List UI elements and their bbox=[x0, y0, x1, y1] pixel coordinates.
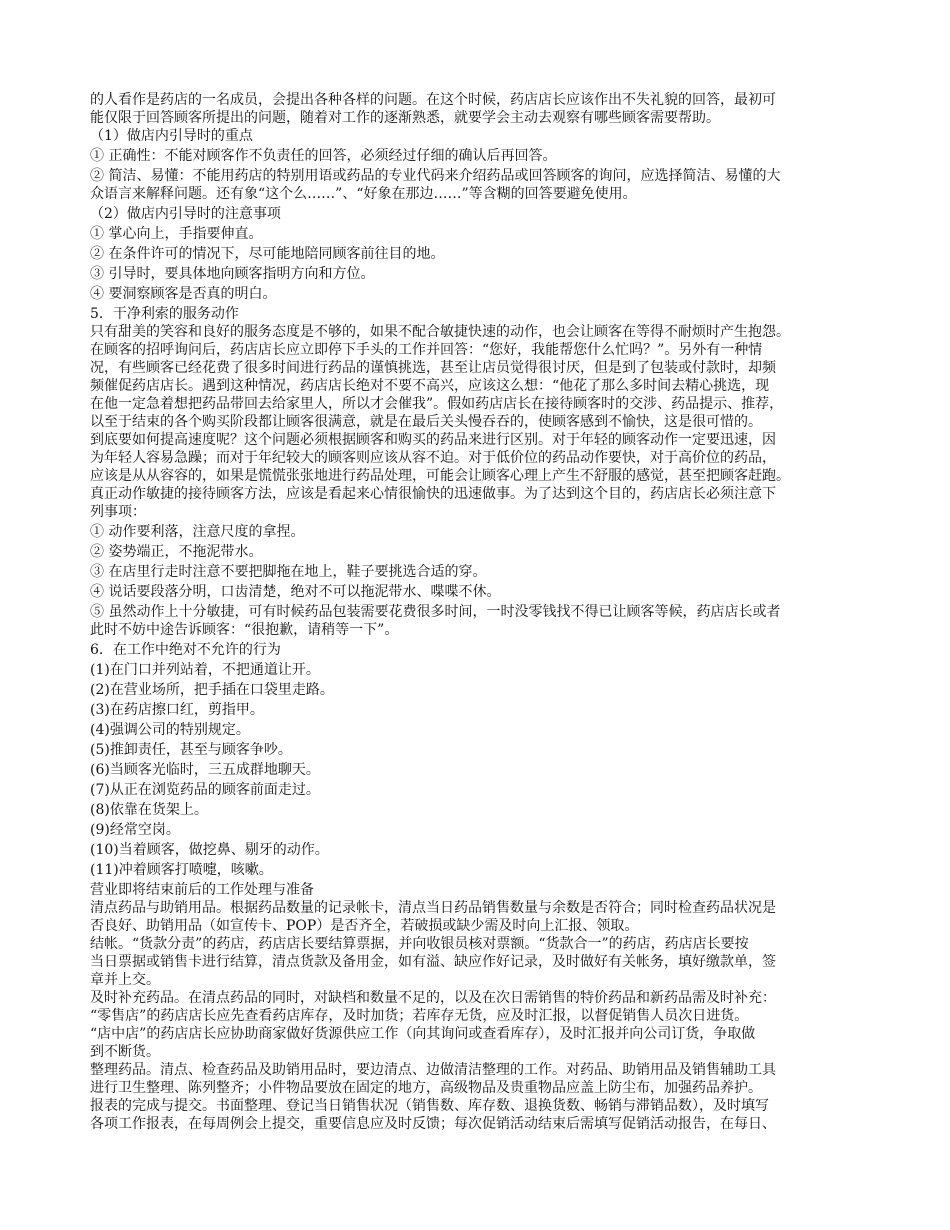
text-line: “零售店”的药店店长应先查看药店库存，及时加货；若库存无货，应及时汇报，以督促销售人员次日进货。 bbox=[90, 1008, 749, 1024]
text-line: (5)推卸责任，甚至与顾客争吵。 bbox=[90, 742, 292, 758]
text-line: (1)在门口并列站着，不把通道让开。 bbox=[90, 662, 320, 678]
text-line: ① 掌心向上，手指要伸直。 bbox=[90, 226, 263, 242]
text-line: 应该是从从容容的，如果是慌慌张张地进行药品处理，可能会让顾客心理上产生不舒服的感觉，甚至把顾客赶跑。 bbox=[90, 468, 790, 484]
text-line: 只有甜美的笑容和良好的服务态度是不够的，如果不配合敏捷快速的动作，也会让顾客在等得不耐烦时产生抱怨。 bbox=[90, 324, 790, 340]
text-line: (7)从正在浏览药品的顾客前面走过。 bbox=[90, 782, 320, 798]
text-line: ① 动作要利落，注意尺度的拿捏。 bbox=[90, 524, 305, 540]
text-line: (9)经常空岗。 bbox=[90, 822, 180, 838]
text-line: 到不断货。 bbox=[90, 1044, 160, 1060]
text-line: 能仅限于回答顾客所提出的问题，随着对工作的逐渐熟悉，就要学会主动去观察有哪些顾客需要帮助。 bbox=[90, 110, 720, 126]
text-line: 营业即将结束前后的工作处理与准备 bbox=[90, 882, 314, 898]
text-line: （1）做店内引导时的重点 bbox=[90, 128, 253, 144]
text-line: 真正动作敏捷的接待顾客方法，应该是看起来心情很愉快的迅速做事。为了达到这个目的，药店店长必须注意下 bbox=[90, 486, 776, 502]
text-line: ① 正确性：不能对顾客作不负责任的回答，必须经过仔细的确认后再回答。 bbox=[90, 148, 557, 164]
text-line: 的人看作是药店的一名成员，会提出各种各样的问题。在这个时候，药店店长应该作出不失礼貌的回答，最初可 bbox=[90, 92, 776, 108]
text-line: (11)冲着顾客打喷嚏，咳嗽。 bbox=[90, 862, 273, 878]
text-line: （2）做店内引导时的注意事项 bbox=[90, 206, 281, 222]
text-line: 频催促药店店长。遇到这种情况，药店店长绝对不要不高兴，应该这么想：“他花了那么多时间去精心挑选，现 bbox=[90, 378, 770, 394]
text-line: 此时不妨中途告诉顾客：“很抱歉，请稍等一下”。 bbox=[90, 622, 399, 638]
text-line: (4)强调公司的特别规定。 bbox=[90, 722, 250, 738]
text-line: 列事项： bbox=[90, 504, 146, 520]
text-line: 清点药品与助销用品。根据药品数量的记录帐卡，清点当日药品销售数量与余数是否符合；同时检查药品状况是 bbox=[90, 900, 776, 916]
text-line: 当日票据或销售卡进行结算，清点货款及备用金，如有溢、缺应作好记录，及时做好有关帐务，填好缴款单，签 bbox=[90, 954, 776, 970]
text-line: 进行卫生整理、陈列整齐；小件物品要放在固定的地方，高级物品及贵重物品应盖上防尘布，加强药品养护。 bbox=[90, 1080, 762, 1096]
text-line: (3)在药店擦口红，剪指甲。 bbox=[90, 702, 264, 718]
text-line: 为年轻人容易急躁；而对于年纪较大的顾客则应该从容不迫。对于低价位的药品动作要快，对于高价位的药品， bbox=[90, 450, 776, 466]
text-line: 各项工作报表，在每周例会上提交，重要信息应及时反馈；每次促销活动结束后需填写促销活动报告，在每日、 bbox=[90, 1116, 776, 1132]
text-line: ③ 引导时，要具体地向顾客指明方向和方位。 bbox=[90, 266, 375, 282]
text-line: ② 在条件许可的情况下，尽可能地陪同顾客前往目的地。 bbox=[90, 246, 445, 262]
text-line: 在顾客的招呼询问后，药店店长应立即停下手头的工作并回答：“您好，我能帮您什么忙吗？”。另外有一种情 bbox=[90, 342, 763, 358]
text-line: 到底要如何提高速度呢？这个问题必须根据顾客和购买的药品来进行区别。对于年轻的顾客动作一定要迅速，因 bbox=[90, 432, 776, 448]
text-line: ④ 要洞察顾客是否真的明白。 bbox=[90, 286, 277, 302]
text-line: 以至于结束的各个购买阶段都让顾客很满意，就是在最后关头慢吞吞的，使顾客感到不愉快，这是很可惜的。 bbox=[90, 414, 762, 430]
text-line: ⑤ 虽然动作上十分敏捷，可有时候药品包装需要花费很多时间，一时没零钱找不得已让顾客等候，药店店长或者 bbox=[90, 604, 781, 620]
text-line: 况，有些顾客已经花费了很多时间进行药品的谨慎挑选，甚至让店员觉得很讨厌，但是到了包装或付款时，却频 bbox=[90, 360, 776, 376]
text-line: ③ 在店里行走时注意不要把脚拖在地上，鞋子要挑选合适的穿。 bbox=[90, 564, 487, 580]
text-line: 6．在工作中绝对不允许的行为 bbox=[90, 642, 281, 658]
text-line: “店中店”的药店店长应协助商家做好货源供应工作（向其询问或查看库存），及时汇报并向公司订货，争取做 bbox=[90, 1026, 756, 1042]
text-line: 在他一定急着想把药品带回去给家里人，所以才会催我”。假如药店店长在接待顾客时的交涉、药品提示、推荐， bbox=[90, 396, 784, 412]
text-line: 5．干净利索的服务动作 bbox=[90, 306, 239, 322]
text-line: ④ 说话要段落分明，口齿清楚，绝对不可以拖泥带水、喋喋不休。 bbox=[90, 584, 501, 600]
text-line: (2)在营业场所，把手插在口袋里走路。 bbox=[90, 682, 334, 698]
text-line: 章并上交。 bbox=[90, 972, 160, 988]
text-line: (10)当着顾客，做挖鼻、剔牙的动作。 bbox=[90, 842, 329, 858]
text-line: 整理药品。清点、检查药品及助销用品时，要边清点、边做清洁整理的工作。对药品、助销用品及销售辅助工具 bbox=[90, 1062, 776, 1078]
text-line: 众语言来解释问题。还有象“这个么……”、“好象在那边……”等含糊的回答要避免使用。 bbox=[90, 186, 637, 202]
text-line: ② 简洁、易懂：不能用药店的特别用语或药品的专业代码来介绍药品或回答顾客的询问，应选择简洁、易懂的大 bbox=[90, 168, 781, 184]
text-line: (8)依靠在货架上。 bbox=[90, 802, 208, 818]
text-line: ② 姿势端正，不拖泥带水。 bbox=[90, 544, 263, 560]
text-line: 报表的完成与提交。书面整理、登记当日销售状况（销售数、库存数、退换货数、畅销与滞销品数），及时填写 bbox=[90, 1098, 769, 1114]
text-line: 结帐。“货款分责”的药店，药店店长要结算票据，并向收银员核对票额。“货款合一”的药店，药店店长要按 bbox=[90, 936, 749, 952]
text-line: 否良好、助销用品（如宣传卡、POP）是否齐全，若破损或缺少需及时向上汇报、领取。 bbox=[90, 918, 639, 934]
text-line: 及时补充药品。在清点药品的同时，对缺档和数量不足的，以及在次日需销售的特价药品和新药品需及时补充： bbox=[90, 990, 776, 1006]
text-line: (6)当顾客光临时，三五成群地聊天。 bbox=[90, 762, 320, 778]
